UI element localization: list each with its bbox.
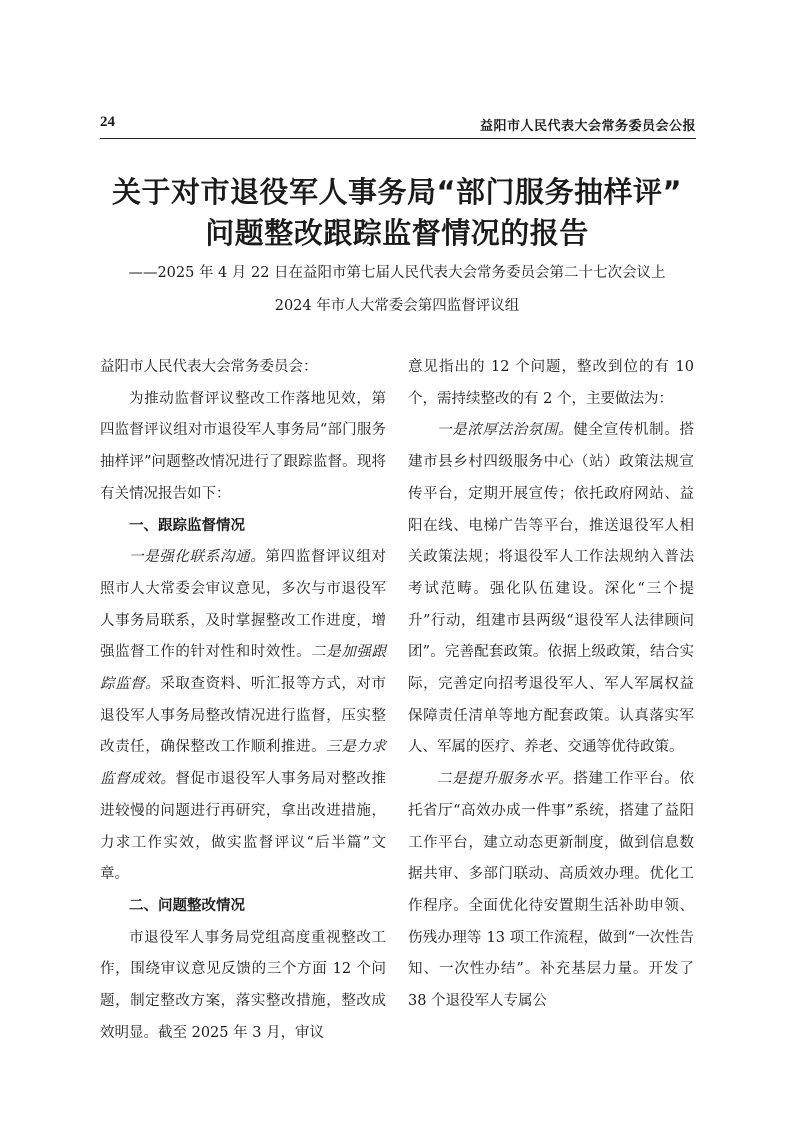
point-text: 第四监督评议组对照市人大常委会审议意见，多次与市退役军人事务局联系，及时掌握整改工作进度，增强监督工作的针对性和时效性。 [100,549,386,661]
point-text: 健全宣传机制。搭建市县乡村四级服务中心（站）政策法规宣传平台，定期开展宣传；依托政府网站、益阳在线、电梯广告等平台，推送退役军人相关政策法规；将退役军人工作法规纳入普法考试范畴。强化队伍建设。深化“三个提升”行动，组建市县两级“退役军人法律顾问团”。完善配套政策。依据上级政策，结合实际，完善定向招考退役军人、军人军属权益保障责任清单等地方配套政策。认真落实军人、军属的医疗、养老、交通等优待政策。 [408,422,694,756]
point-label: 一是浓厚法治氛围。 [437,422,574,439]
subtitle-line-2: 2024 年市人大常委会第四监督评议组 [274,298,520,314]
rectification-paragraph: 市退役军人事务局党组高度重视整改工作，围绕审议意见反馈的三个方面 12 个问题，制定整改方案，落实整改措施，整改成效明显。截至 2025 年 3 月，审议 [100,929,386,1041]
intro-paragraph: 为推动监督评议整改工作落地见效，第四监督评议组对市退役军人事务局“部门服务抽样评”问题整改情况进行了跟踪监督。现将有关情况报告如下： [100,390,386,502]
subtitle-line-1: ——2025 年 4 月 22 日在益阳市第七届人民代表大会常务委员会第二十七次会议上 [128,265,666,281]
journal-title: 益阳市人民代表大会常务委员会公报 [479,119,696,134]
running-header [100,112,696,139]
section-heading-2: 二、问题整改情况 [129,897,245,914]
title-line-1: 关于对市退役军人事务局“部门服务抽样评” [111,175,683,209]
document-subtitle [60,257,734,323]
point-label: 二是提升服务水平。 [437,771,574,788]
rule-of-law-paragraph [408,415,694,764]
document-title [60,172,734,254]
left-column [100,352,386,1049]
point-label: 二是加强跟踪监督。 [100,644,387,693]
point-label: 一是强化联系沟通。 [129,549,266,566]
continued-paragraph: 意见指出的 12 个问题，整改到位的有 10 个，需持续整改的有 2 个，主要做法为： [408,359,694,407]
point-text: 搭建工作平台。依托省厅“高效办成一件事”系统，搭建了益阳工作平台，建立动态更新制度，做到信息数据共审、多部门联动、高质效办理。优化工作程序。全面优化待安置期生活补助申领、伤残办理等 13 项工作流程，做到“一次性告知、一次性办结”。补充基层力量。开发了 38 个退役军人专属公 [408,771,694,1010]
title-line-2: 问题整改跟踪监督情况的报告 [205,216,589,250]
point-text: 督促市退役军人事务局对整改推进较慢的问题进行再研究，拿出改进措施，力求工作实效，做实监督评议“后半篇”文章。 [100,771,387,883]
page-number: 24 [100,114,115,130]
section-heading-1: 一、跟踪监督情况 [129,517,245,534]
supervision-paragraph [100,542,386,891]
point-label: 三是力求监督成效。 [100,739,386,788]
service-paragraph [408,764,694,1018]
salutation: 益阳市人民代表大会常务委员会： [100,359,318,375]
right-column [408,352,694,1018]
point-text: 采取查资料、听汇报等方式，对市退役军人事务局整改情况进行监督，压实整改责任，确保整改工作顺利推进。 [100,676,387,756]
